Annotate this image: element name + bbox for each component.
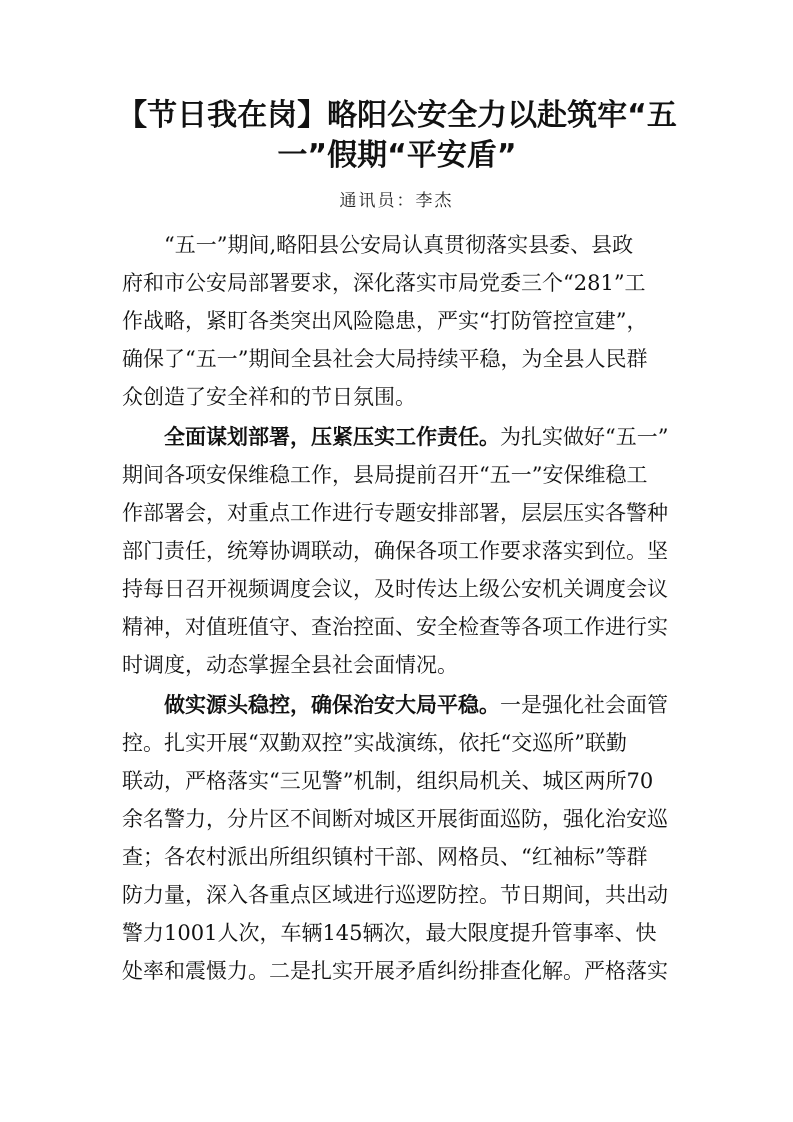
- paragraph-deployment: [122, 418, 684, 684]
- paragraph-intro: [122, 226, 684, 416]
- text-line: 控。扎实开展“双勤双控”实战演练，依托“交巡所”联勤: [122, 731, 627, 755]
- text-line: [122, 686, 684, 724]
- text-line: 时调度，动态掌握全县社会面情况。: [122, 653, 458, 677]
- text-line: 作战略，紧盯各类突出风险隐患，严实“打防管控宣建”，: [122, 309, 648, 333]
- article-title: [96, 96, 698, 176]
- byline: 通讯员：李杰: [339, 191, 454, 211]
- paragraph-stability-control: [122, 686, 684, 990]
- text-line: “五一”期间,略阳县公安局认真贯彻落实县委、县政: [164, 233, 634, 257]
- text-line: 作部署会，对重点工作进行专题安排部署，层层压实各警种: [122, 501, 668, 525]
- paragraph-lead: 全面谋划部署，压紧压实工作责任。: [164, 425, 500, 449]
- title-line: 一”假期“平安盾”: [277, 138, 517, 173]
- text-line: 防力量，深入各重点区域进行巡逻防控。节日期间，共出动: [122, 883, 668, 907]
- text-line: 处率和震慑力。二是扎实开展矛盾纠纷排查化解。严格落实: [122, 959, 668, 983]
- text-line: 联动，严格落实“三见警”机制，组织局机关、城区两所70: [122, 769, 654, 793]
- text-line: 部门责任，统筹协调联动，确保各项工作要求落实到位。坚: [122, 539, 668, 563]
- text-line: 查；各农村派出所组织镇村干部、网格员、“红袖标”等群: [122, 845, 648, 869]
- text-run: 一是强化社会面管: [500, 693, 668, 717]
- text-line: 确保了“五一”期间全县社会大局持续平稳，为全县人民群: [122, 347, 648, 371]
- text-line: [122, 418, 684, 456]
- text-line: 持每日召开视频调度会议，及时传达上级公安机关调度会议: [122, 577, 668, 601]
- text-line: 府和市公安局部署要求，深化落实市局党委三个“281”工: [122, 271, 646, 295]
- title-line: 【节日我在岗】略阳公安全力以赴筑牢“五: [117, 98, 677, 133]
- text-line: 警力1001人次，车辆145辆次，最大限度提升管事率、快: [122, 921, 657, 945]
- paragraph-lead: 做实源头稳控，确保治安大局平稳。: [164, 693, 500, 717]
- text-line: 众创造了安全祥和的节日氛围。: [122, 385, 416, 409]
- text-line: 精神，对值班值守、查治控面、安全检查等各项工作进行实: [122, 615, 668, 639]
- text-line: 余名警力，分片区不间断对城区开展街面巡防，强化治安巡: [122, 807, 668, 831]
- text-run: 为扎实做好“五一”: [500, 425, 669, 449]
- text-line: 期间各项安保维稳工作，县局提前召开“五一”安保维稳工: [122, 463, 648, 487]
